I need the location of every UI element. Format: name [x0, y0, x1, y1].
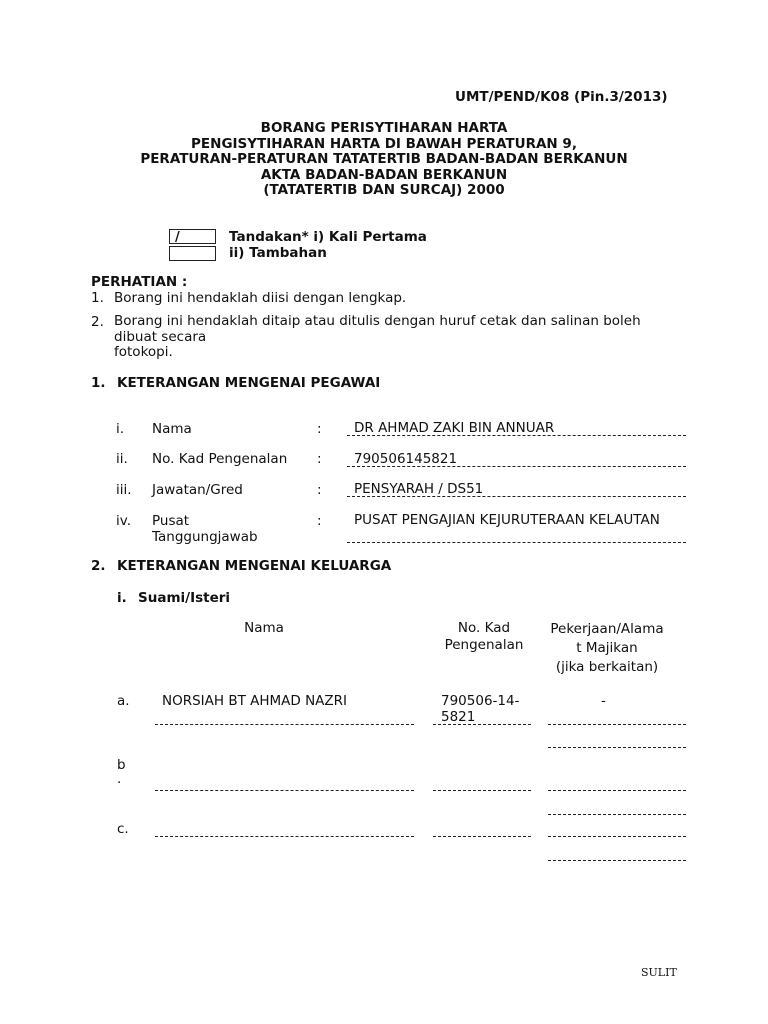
perhatian-item-1-num: 1.: [91, 290, 104, 306]
field-4-roman: iv.: [116, 513, 131, 529]
row-b-nama-line[interactable]: [155, 790, 414, 791]
field-1-colon: :: [317, 421, 322, 437]
title-line-1: BORANG PERISYTIHARAN HARTA: [260, 120, 508, 136]
row-b-pekerjaan-line-1[interactable]: [548, 790, 686, 791]
checkbox-kali-pertama[interactable]: /: [169, 229, 216, 244]
row-b-label: [117, 758, 126, 786]
field-3-roman: iii.: [116, 482, 132, 498]
form-title: [0, 121, 768, 199]
field-3-colon: :: [317, 482, 322, 498]
row-a-kad-line-1: 790506-14-: [441, 693, 520, 709]
field-2-colon: :: [317, 451, 322, 467]
perhatian-item-2-line-2: dibuat secara: [114, 328, 207, 345]
subsection-title: Suami/Isteri: [138, 590, 231, 606]
row-a-pekerjaan[interactable]: -: [601, 693, 606, 709]
row-c-kad-line[interactable]: [433, 836, 531, 837]
row-a-kad[interactable]: [441, 693, 519, 725]
column-header-kad: [434, 620, 534, 654]
perhatian-item-2-text: [114, 314, 641, 361]
row-a-pekerjaan-line-1: [548, 724, 686, 725]
row-a-label: a.: [117, 693, 130, 709]
section-2-number: 2.: [91, 558, 106, 574]
row-b-label-line-2: .: [117, 771, 122, 787]
field-2-label: No. Kad Pengenalan: [152, 451, 288, 467]
row-c-label: c.: [117, 821, 129, 837]
perhatian-item-2-num: 2.: [91, 314, 104, 330]
column-header-pekerjaan-line-1: Pekerjaan/Alama: [550, 621, 664, 637]
row-a-kad-line-2: 5821: [441, 709, 476, 725]
field-1-roman: i.: [116, 421, 125, 437]
perhatian-item-2-line-3: fotokopi.: [114, 344, 173, 360]
row-a-kad-line: [433, 724, 531, 725]
section-1-title: KETERANGAN MENGENAI PEGAWAI: [117, 375, 381, 391]
tandakan-label-2: ii) Tambahan: [229, 245, 327, 261]
perhatian-heading: PERHATIAN :: [91, 274, 188, 290]
column-header-kad-line-1: No. Kad: [457, 620, 511, 636]
tandakan-label-1: Tandakan* i) Kali Pertama: [229, 229, 427, 245]
nama-value[interactable]: DR AHMAD ZAKI BIN ANNUAR: [354, 420, 555, 436]
column-header-pekerjaan: [546, 620, 668, 677]
form-code: UMT/PEND/K08 (Pin.3/2013): [455, 89, 668, 105]
field-4-label: [152, 513, 258, 545]
row-a-pekerjaan-line-2: [548, 747, 686, 748]
column-header-kad-line-2: Pengenalan: [444, 637, 524, 653]
field-4-underline: [347, 542, 686, 543]
field-4-label-line-1: Pusat: [152, 513, 190, 529]
row-c-pekerjaan-line-2[interactable]: [548, 860, 686, 861]
section-1-number: 1.: [91, 375, 106, 391]
title-line-5: (TATATERTIB DAN SURCAJ) 2000: [263, 182, 505, 198]
row-b-kad-line[interactable]: [433, 790, 531, 791]
column-header-nama: Nama: [244, 620, 284, 636]
row-b-pekerjaan-line-2[interactable]: [548, 814, 686, 815]
pusat-value[interactable]: PUSAT PENGAJIAN KEJURUTERAAN KELAUTAN: [354, 512, 660, 528]
subsection-number: i.: [117, 590, 127, 606]
perhatian-item-1-text: Borang ini hendaklah diisi dengan lengkap.: [114, 290, 407, 306]
title-line-4: AKTA BADAN-BADAN BERKANUN: [260, 166, 508, 183]
title-line-3: PERATURAN-PERATURAN TATATERTIB BADAN-BADAN BERKANUN: [140, 151, 628, 167]
jawatan-value[interactable]: PENSYARAH / DS51: [354, 481, 484, 497]
field-4-colon: :: [317, 513, 322, 529]
row-a-nama-line: [155, 724, 414, 725]
perhatian-item-2-line-1: Borang ini hendaklah ditaip atau ditulis dengan huruf cetak dan salinan boleh: [114, 313, 641, 329]
kad-pengenalan-value[interactable]: 790506145821: [354, 451, 458, 467]
row-c-nama-line[interactable]: [155, 836, 414, 837]
field-4-label-line-2: Tanggungjawab: [152, 529, 258, 545]
section-2-title: KETERANGAN MENGENAI KELUARGA: [117, 558, 392, 574]
classification-label: SULIT: [641, 966, 677, 979]
field-2-roman: ii.: [116, 451, 128, 467]
field-3-label: Jawatan/Gred: [152, 482, 243, 498]
column-header-pekerjaan-line-3: (jika berkaitan): [555, 659, 659, 675]
column-header-pekerjaan-line-2: t Majikan: [576, 640, 638, 656]
row-a-nama[interactable]: NORSIAH BT AHMAD NAZRI: [162, 693, 348, 709]
row-b-label-line-1: b: [117, 757, 126, 773]
field-1-label: Nama: [152, 421, 192, 437]
title-line-2: PENGISYTIHARAN HARTA DI BAWAH PERATURAN 9,: [191, 135, 577, 152]
checkbox-tambahan[interactable]: [169, 246, 216, 261]
row-c-pekerjaan-line-1[interactable]: [548, 836, 686, 837]
